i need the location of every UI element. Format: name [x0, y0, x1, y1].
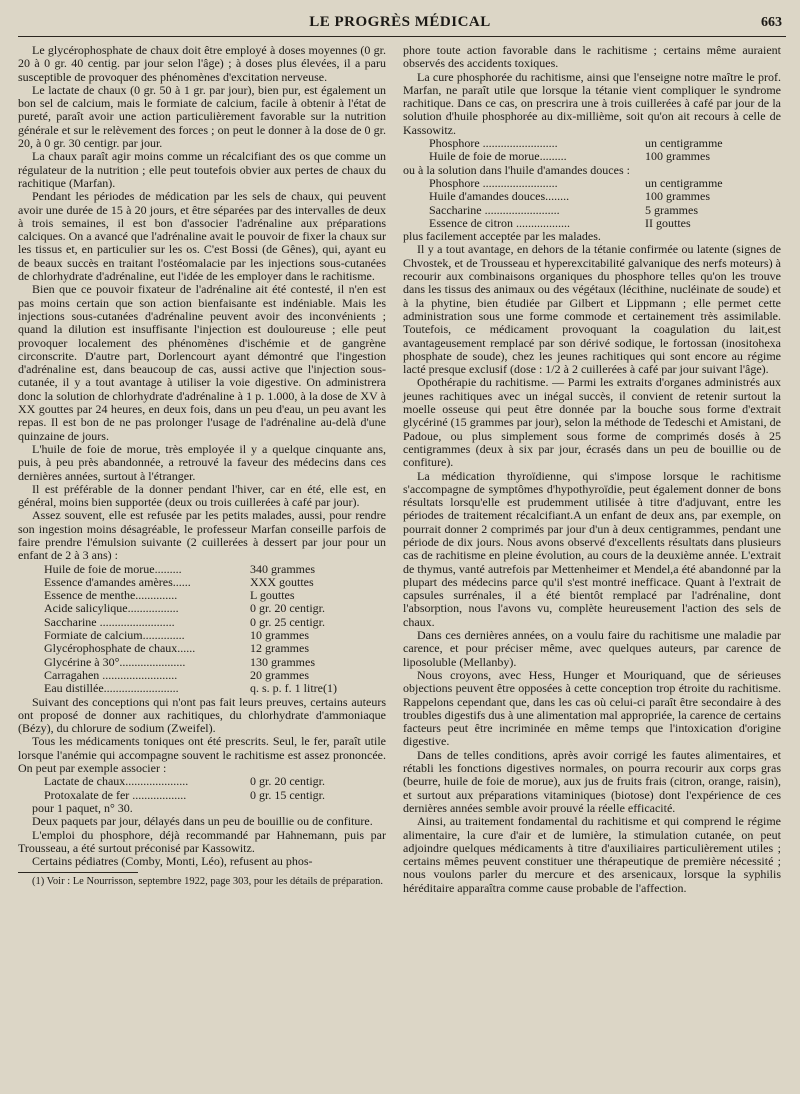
paragraph: ou à la solution dans l'huile d'amandes douces :: [403, 162, 630, 177]
ingredient: Phosphore .........................: [429, 136, 558, 151]
recipe-row: [429, 150, 759, 163]
recipe-note: pour 1 paquet, n° 30.: [32, 800, 133, 815]
paragraph: Opothérapie du rachitisme. — Parmi les extraits d'organes administrés aux jeunes rachitiques avec un inégal succès, il convient de retenir surtout la moelle osseuse qui peut être donnée par la bouche sous forme d'extrait glycériné (15 grammes par jour), selon la méthode de Tedeschi et Amistani, de Padoue, ou plus simplement sous forme de comprimés dosés à 25 centigrammes (deux à six par jour, écrasés dans un peu de bouillie ou de confiture).: [403, 375, 781, 470]
paragraph: Dans de telles conditions, après avoir corrigé les fautes alimentaires, et rétabli les fonctions digestives normales, on pourra recourir aux corps gras (beurre, huile de foie de morue), aux jus de fruits frais (citron, orange, raisin), et surtout aux préparations vitaminiques (biotose) dont l'expérience de ces dernières années semble avoir prouvé la réelle efficacité.: [403, 747, 781, 815]
ingredient: Phosphore .........................: [429, 175, 558, 190]
ingredient: Acide salicylique.................: [44, 601, 179, 616]
quantity: un centigramme: [645, 175, 723, 190]
quantity: 340 grammes: [250, 561, 315, 576]
quantity: 100 grammes: [645, 189, 710, 204]
recipe-row: [429, 204, 759, 217]
paragraph: La cure phosphorée du rachitisme, ainsi que l'enseigne notre maître le prof. Marfan, ne paraît utile que lorsque la tétanie vient compliquer le syndrome rachitique. Dans ce cas, on prescrira une à trois cuillerées à café par jour de la solution d'huile phosphorée au dix-millième, soit qu'on ait recours à celle de Kassowitz.: [403, 69, 781, 137]
footnote-rule: [18, 872, 138, 873]
paragraph: Certains pédiatres (Comby, Monti, Léo), refusent au phos-: [32, 854, 313, 869]
ingredient: Saccharine .........................: [429, 202, 560, 217]
paragraph: Suivant des conceptions qui n'ont pas fait leurs preuves, certains auteurs ont proposé de donner aux rachitiques, du chlorhydrate d'ammoniaque (Bézy), du chlorure de sodium (Zweifel).: [18, 694, 386, 736]
recipe-row: [44, 602, 374, 615]
journal-title: LE PROGRÈS MÉDICAL: [309, 14, 491, 30]
header-rule: [18, 36, 786, 37]
ingredient: Huile de foie de morue.........: [429, 149, 567, 164]
recipe-row: [44, 576, 374, 589]
quantity: 12 grammes: [250, 641, 309, 656]
right-column: [403, 44, 781, 895]
recipe-row: [44, 589, 374, 602]
paragraph: phore toute action favorable dans le rachitisme ; certains même auraient observés des accidents toxiques.: [403, 43, 781, 71]
recipe-table-iron: [44, 775, 364, 802]
quantity: L gouttes: [250, 588, 295, 603]
paragraph: Bien que ce pouvoir fixateur de l'adrénaline ait été contesté, il n'en est pas moins certain que son action bienfaisante est indéniable. Mais les injections sous-cutanées d'adrénaline peuvent avoir des inconvénients ; quand la dilution est insuffisante l'injection est douloureuse ; elle peut provoquer localement des phénomènes d'ischémie et de gangrène circonscrite. D'autre part, Dorlencourt ayant démontré que l'ingestion d'adrénaline est, dans beaucoup de cas, aussi active que l'injection sous-cutanée, il y a tout avantage à utiliser la voie digestive. On administrera donc la solution de chlorhydrate d'adrénaline à 1 p. 1.000, à la dose de XV à XX gouttes par 24 heures, en deux fois, dans un peu d'eau, un peu avant les repas. Il est bon de ne pas prolonger l'usage de l'adrénaline au-delà d'une quinzaine de jours.: [18, 282, 386, 443]
quantity: II gouttes: [645, 215, 691, 230]
quantity: 10 grammes: [250, 628, 309, 643]
page-number: 663: [761, 15, 782, 30]
paragraph: Le lactate de chaux (0 gr. 50 à 1 gr. par jour), bien pur, est également un bon sel de calcium, mais le formiate de calcium, facile à obtenir à l'état de pureté, paraît avoir une action particulièrement favorable sur la nutrition générale et sur le relèvement des forces ; on peut le donner à la dose de 0 gr. 20, à 0 gr. 30 centigr. par jour.: [18, 82, 386, 151]
recipe-row: [44, 669, 374, 682]
recipe-table-almond-oil: [429, 177, 759, 230]
quantity: XXX gouttes: [250, 574, 314, 589]
ingredient: Protoxalate de fer ..................: [44, 787, 187, 802]
paragraph: Il est préférable de la donner pendant l'hiver, car en été, elle est, en général, moins bien supportée (deux ou trois cuillerées à café par jour).: [18, 481, 386, 510]
running-header: [0, 14, 800, 36]
quantity: un centigramme: [645, 136, 723, 151]
quantity: 0 gr. 20 centigr.: [250, 774, 325, 789]
quantity: 0 gr. 25 centigr.: [250, 614, 325, 629]
recipe-row: [429, 137, 759, 150]
recipe-row: [429, 190, 759, 203]
recipe-row: [429, 177, 759, 190]
recipe-row: [429, 217, 759, 230]
quantity: 0 gr. 20 centigr.: [250, 601, 325, 616]
paragraph: Il y a tout avantage, en dehors de la tétanie confirmée ou latente (signes de Chvostek, et de Trousseau et hyperexcitabilité galvanique des nerfs moteurs) à recourir aux combinaisons organiques du phosphore telles qu'on les trouve dans les tissus des animaux ou des végétaux (lécithine, nucléinate de soude) et à la phytine, bien étudiée par Gilbert et Lippmann ; elle permet cette administration sous une forme commode et certainement très assimilable. Toutefois, ce médicament provoquant la coagulation du lait,est avantageusement remplacé par son dérivé sodique, le fortossan (inositohexa phosphate de soude), chez les jeunes rachitiques qui sont encore au régime lacté presque exclusif (dose : 1/2 à 2 cuillerées à café par jour suivant l'âge).: [403, 242, 781, 377]
ingredient: Glycérine à 30°......................: [44, 654, 186, 669]
ingredient: Lactate de chaux.....................: [44, 774, 189, 789]
recipe-row: [44, 616, 374, 629]
paragraph: plus facilement acceptée par les malades.: [403, 229, 601, 244]
recipe-row: [44, 775, 364, 788]
ingredient: Carragahen .........................: [44, 667, 178, 682]
paragraph: Deux paquets par jour, délayés dans un peu de bouillie ou de confiture.: [32, 814, 373, 829]
footnote: (1) Voir : Le Nourrisson, septembre 1922, page 303, pour les détails de préparation.: [32, 876, 383, 888]
recipe-row: [44, 682, 374, 695]
paragraph: Tous les médicaments toniques ont été prescrits. Seul, le fer, paraît utile lorsque l'anémie qui accompagne souvent le rachitisme est assez prononcée. On peut par exemple associer :: [18, 734, 386, 776]
paragraph: Assez souvent, elle est refusée par les petits malades, aussi, pour rendre son ingestion moins désagréable, le professeur Marfan conseille parfois de faire prendre l'émulsion suivante (2 cuillerées à dessert par jour pour un enfant de 2 à 3 ans) :: [18, 508, 386, 563]
paragraph: Pendant les périodes de médication par les sels de chaux, qui peuvent avoir une durée de 15 à 20 jours, et être séparées par des intervalles de deux à trois semaines, il est bon d'associer l'adrénaline aux préparations calciques. On a avancé que l'adrénaline avait le pouvoir de fixer la chaux sur les tissus et, en particulier sur les os. C'est Bossi (de Gênes), qui, ayant eu de beaux succès en traitant l'ostéomalacie par les injections sous-cutanées de chlorhydrate d'adrénaline, eut l'idée de les employer dans le rachitisme.: [18, 189, 386, 284]
ingredient: Huile d'amandes douces........: [429, 189, 570, 204]
paragraph: L'emploi du phosphore, déjà recommandé par Hahnemann, puis par Trousseau, a été surtout préconisé par Kassowitz.: [18, 827, 386, 855]
quantity: 0 gr. 15 centigr.: [250, 787, 325, 802]
paragraph: Ainsi, au traitement fondamental du rachitisme et qui comprend le régime alimentaire, la cure d'air et de lumière, la stimulation cutanée, on peut adjoindre quelques médicaments à titre d'auxiliaires particulièrement utiles ; certains mêmes peuvent constituer une thérapeutique de première nécessité ; nous voulons parler du mercure et des arsenicaux, lorsque la syphilis héréditaire apparaîtra comme cause probable de l'affection.: [403, 814, 781, 895]
ingredient: Eau distillée.........................: [44, 681, 179, 696]
quantity: 100 grammes: [645, 149, 710, 164]
recipe-table-emulsion: [44, 563, 374, 696]
quantity: 5 grammes: [645, 202, 698, 217]
recipe-row: [44, 642, 374, 655]
ingredient: Formiate de calcium..............: [44, 628, 185, 643]
recipe-row: [44, 563, 374, 576]
quantity: q. s. p. f. 1 litre(1): [250, 681, 337, 696]
quantity: 20 grammes: [250, 667, 309, 682]
ingredient: Huile de foie de morue.........: [44, 561, 182, 576]
quantity: 130 grammes: [250, 654, 315, 669]
recipe-row: [44, 656, 374, 669]
paragraph: La médication thyroïdienne, qui s'impose lorsque le rachitisme s'accompagne de symptômes d'hypothyroïdie, peut également donner de bons résultats lorsqu'elle est prudemment utilisée à titre d'adjuvant, entre les périodes de traitement récalcifiant.A un enfant de deux ans, par exemple, on pourrait donner 2 comprimés par jour d'un à deux centigrammes, pendant une période de dix jours. Nous avons observé d'excellents résultats dans plusieurs cas de rachitisme en pleine évolution, au cours de la deuxième année. L'extrait de thymus, vanté autrefois par Mettenheimer et Mendel,a été abandonné par la plupart des médecins parce qu'il s'est montré inefficace. Quant à l'extrait de capsules surrénales, il a été bientôt remplacé par l'adrénaline, dont l'absorption, nous l'avons vu, complète heureusement l'action des sels de chaux.: [403, 468, 781, 629]
paragraph: L'huile de foie de morue, très employée il y a quelque cinquante ans, puis, à peu près abandonnée, a retrouvé la faveur des médecins dans ces dernières années, surtout à l'étranger.: [18, 441, 386, 483]
ingredient: Essence d'amandes amères......: [44, 574, 191, 589]
paragraph: La chaux paraît agir moins comme un récalcifiant des os que comme un régulateur de la nutrition ; elle peut toutefois obvier aux pertes de chaux du rachitique (Marfan).: [18, 149, 386, 190]
left-column: [18, 44, 386, 888]
ingredient: Glycérophosphate de chaux......: [44, 641, 196, 656]
paragraph: Nous croyons, avec Hess, Hunger et Mouriquand, que de sérieuses objections peuvent être opposées à cette conception trop étroite du rachitisme. Rappelons cependant que, dans les cas où celui-ci paraît être secondaire à des troubles digestifs dus à une alimentation mal appropriée, la carence de certains facteurs peut être incriminée en même temps que l'intoxication d'origine digestive.: [403, 667, 781, 749]
recipe-row: [44, 789, 364, 802]
ingredient: Essence de citron ..................: [429, 215, 570, 230]
ingredient: Saccharine .........................: [44, 614, 175, 629]
ingredient: Essence de menthe..............: [44, 588, 178, 603]
recipe-row: [44, 629, 374, 642]
recipe-table-phosphorus-oil: [429, 137, 759, 164]
paragraph: Dans ces dernières années, on a voulu faire du rachitisme une maladie par carence, et pour préciser même, avec quelques auteurs, par carence de liposoluble (Mellanby).: [403, 628, 781, 669]
paragraph: Le glycérophosphate de chaux doit être employé à doses moyennes (0 gr. 20 à 0 gr. 40 centig. par jour selon l'âge) ; à doses plus élevées, il a paru susceptible de provoquer des phénomènes d'excitation nerveuse.: [18, 43, 386, 84]
